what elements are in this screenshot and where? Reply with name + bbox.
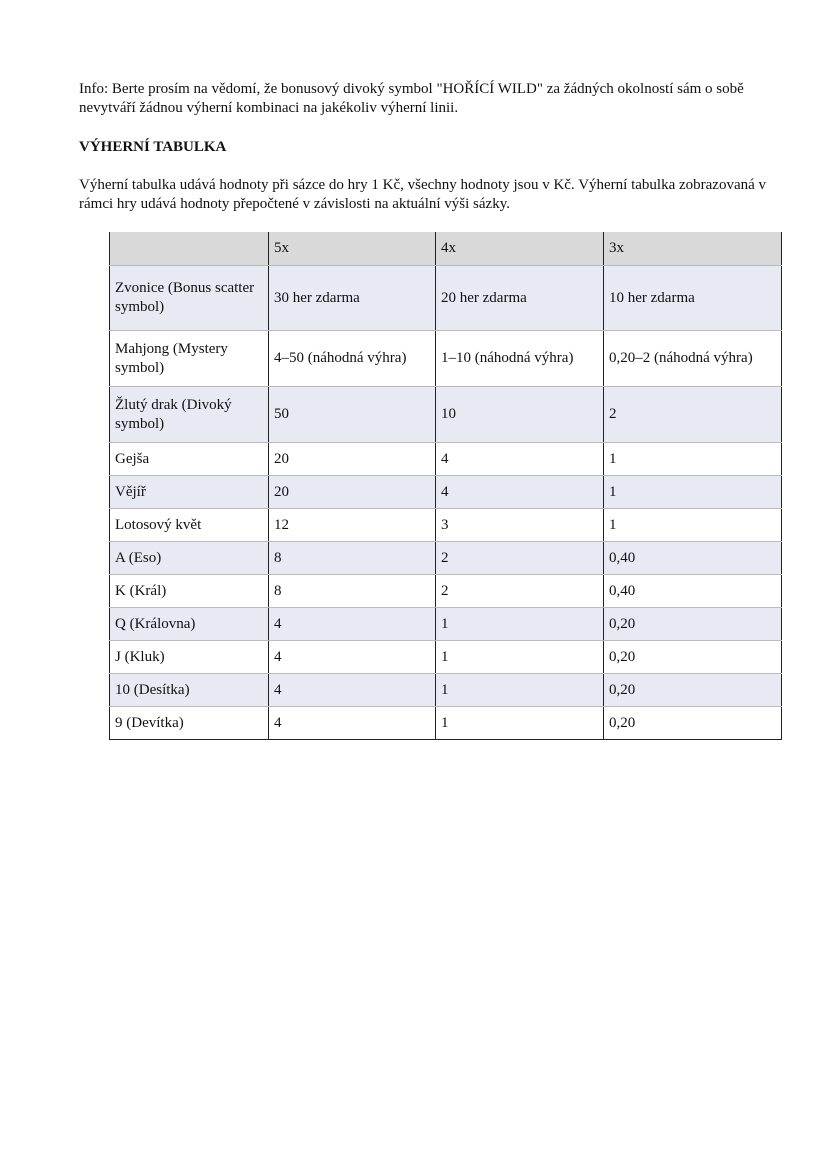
payout-cell: 4–50 (náhodná výhra) bbox=[269, 331, 436, 387]
table-row bbox=[110, 707, 782, 740]
payout-cell: 0,40 bbox=[604, 542, 782, 575]
symbol-name-cell: A (Eso) bbox=[110, 542, 269, 575]
payout-cell: 4 bbox=[269, 608, 436, 641]
payout-cell: 0,40 bbox=[604, 575, 782, 608]
payout-cell: 20 her zdarma bbox=[436, 266, 604, 331]
symbol-name-cell: J (Kluk) bbox=[110, 641, 269, 674]
payout-cell: 3 bbox=[436, 509, 604, 542]
payout-cell: 4 bbox=[436, 476, 604, 509]
payout-cell: 0,20 bbox=[604, 707, 782, 740]
table-row bbox=[110, 674, 782, 707]
symbol-name-cell: Mahjong (Mystery symbol) bbox=[110, 331, 269, 387]
payout-cell: 1 bbox=[604, 443, 782, 476]
intro-paragraph: Výherní tabulka udává hodnoty při sázce do hry 1 Kč, všechny hodnoty jsou v Kč. Výherní tabulka zobrazovaná v rámci hry udává hodnoty přepočtené v závislosti na aktuální výši sázky. bbox=[79, 177, 767, 212]
payout-cell: 20 bbox=[269, 443, 436, 476]
payout-cell: 20 bbox=[269, 476, 436, 509]
symbol-name-cell: Vějíř bbox=[110, 476, 269, 509]
payout-cell: 12 bbox=[269, 509, 436, 542]
payout-cell: 0,20 bbox=[604, 641, 782, 674]
payout-cell: 1 bbox=[604, 509, 782, 542]
payout-cell: 1 bbox=[436, 641, 604, 674]
payout-cell: 1 bbox=[604, 476, 782, 509]
table-row bbox=[110, 608, 782, 641]
payout-cell: 1–10 (náhodná výhra) bbox=[436, 331, 604, 387]
payout-cell: 0,20 bbox=[604, 608, 782, 641]
table-row bbox=[110, 387, 782, 443]
info-paragraph: Info: Berte prosím na vědomí, že bonusový divoký symbol "HOŘÍCÍ WILD" za žádných okolností sám o sobě nevytváří žádnou výherní kombinaci na jakékoliv výherní linii. bbox=[79, 81, 744, 116]
table-row bbox=[110, 266, 782, 331]
section-heading: VÝHERNÍ TABULKA bbox=[79, 139, 227, 155]
table-row bbox=[110, 509, 782, 542]
payout-cell: 1 bbox=[436, 608, 604, 641]
paytable bbox=[109, 232, 782, 740]
payout-cell: 4 bbox=[269, 674, 436, 707]
symbol-name-cell: 10 (Desítka) bbox=[110, 674, 269, 707]
table-row bbox=[110, 641, 782, 674]
column-header bbox=[110, 232, 269, 266]
payout-cell: 4 bbox=[436, 443, 604, 476]
symbol-name-cell: Q (Královna) bbox=[110, 608, 269, 641]
payout-cell: 2 bbox=[436, 575, 604, 608]
payout-cell: 50 bbox=[269, 387, 436, 443]
payout-cell: 0,20 bbox=[604, 674, 782, 707]
payout-cell: 0,20–2 (náhodná výhra) bbox=[604, 331, 782, 387]
payout-cell: 8 bbox=[269, 575, 436, 608]
symbol-name-cell: K (Král) bbox=[110, 575, 269, 608]
table-row bbox=[110, 542, 782, 575]
payout-cell: 1 bbox=[436, 707, 604, 740]
symbol-name-cell: Gejša bbox=[110, 443, 269, 476]
payout-cell: 4 bbox=[269, 641, 436, 674]
table-row bbox=[110, 575, 782, 608]
payout-cell: 10 bbox=[436, 387, 604, 443]
table-row bbox=[110, 443, 782, 476]
symbol-name-cell: 9 (Devítka) bbox=[110, 707, 269, 740]
payout-cell: 10 her zdarma bbox=[604, 266, 782, 331]
table-header-row bbox=[110, 232, 782, 266]
symbol-name-cell: Žlutý drak (Divoký symbol) bbox=[110, 387, 269, 443]
payout-cell: 2 bbox=[436, 542, 604, 575]
payout-cell: 30 her zdarma bbox=[269, 266, 436, 331]
symbol-name-cell: Lotosový květ bbox=[110, 509, 269, 542]
column-header: 3x bbox=[604, 232, 782, 266]
table-row bbox=[110, 331, 782, 387]
payout-cell: 8 bbox=[269, 542, 436, 575]
payout-cell: 1 bbox=[436, 674, 604, 707]
table-row bbox=[110, 476, 782, 509]
column-header: 4x bbox=[436, 232, 604, 266]
payout-cell: 4 bbox=[269, 707, 436, 740]
symbol-name-cell: Zvonice (Bonus scatter symbol) bbox=[110, 266, 269, 331]
column-header: 5x bbox=[269, 232, 436, 266]
payout-cell: 2 bbox=[604, 387, 782, 443]
